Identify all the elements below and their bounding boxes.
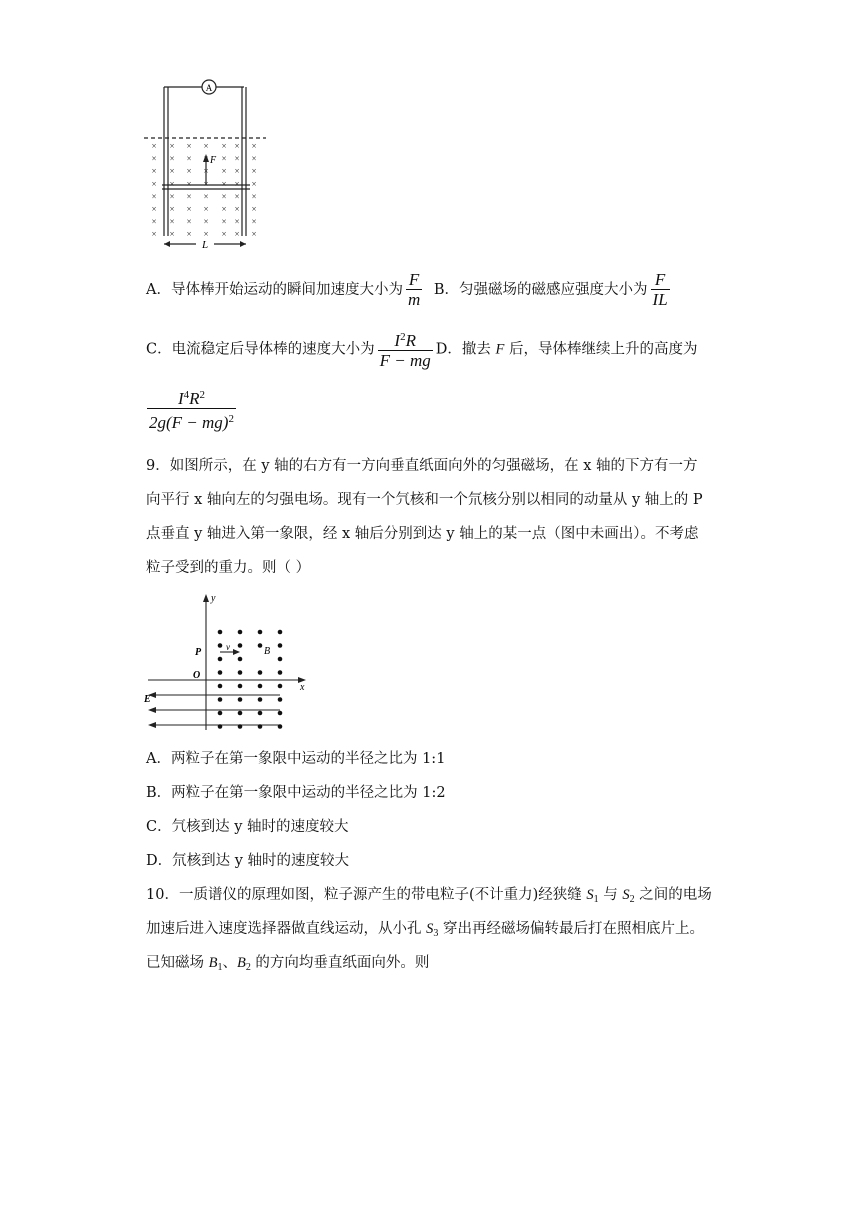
b-label: B	[264, 646, 271, 657]
q9-option-a: A．两粒子在第一象限中运动的半径之比为 1:1	[146, 751, 446, 767]
field-cross-mark: ×	[234, 178, 240, 189]
field-cross-mark: ×	[221, 166, 227, 177]
fraction-c	[378, 328, 433, 371]
q10-line-2	[146, 919, 704, 944]
field-cross-mark: ×	[151, 229, 157, 240]
q10-text: 已知磁场	[146, 955, 209, 971]
field-cross-mark: ×	[186, 204, 192, 214]
field-cross-mark: ×	[203, 216, 209, 227]
field-dot-mark	[238, 684, 243, 689]
field-cross-mark: ×	[151, 216, 157, 227]
field-b1: B	[208, 955, 218, 971]
var-r: R	[405, 331, 416, 350]
field-dot-mark	[258, 670, 263, 675]
field-cross-mark: ×	[234, 153, 240, 164]
field-cross-mark: ×	[186, 216, 192, 227]
field-cross-mark: ×	[221, 153, 227, 164]
field-cross-mark: ×	[186, 153, 192, 164]
slit-s2: S	[622, 887, 630, 903]
field-cross-mark: ×	[221, 216, 227, 227]
field-dot-mark	[218, 630, 223, 635]
rail-magnetic-field-figure	[140, 74, 280, 254]
width-label: L	[201, 239, 209, 251]
field-cross-mark: ×	[203, 166, 209, 177]
fraction-f-over-m	[406, 270, 422, 310]
q8-option-d-formula	[144, 386, 239, 433]
field-cross-mark: ×	[251, 191, 257, 202]
den-main: 2g(F − mg)	[149, 413, 229, 432]
field-cross-mark: ×	[234, 141, 240, 151]
q9-option-c: C．氕核到达 y 轴时的速度较大	[146, 819, 349, 835]
field-dot-mark	[218, 643, 223, 648]
field-dot-mark	[258, 643, 263, 648]
field-dot-mark	[258, 711, 263, 716]
q8-option-a-b	[146, 270, 673, 310]
x-axis-label: x	[300, 682, 305, 693]
q8-option-d-text2: 后，导体棒继续上升的高度为	[508, 341, 698, 358]
field-cross-mark: ×	[151, 204, 157, 214]
q8-option-c-d	[146, 328, 697, 371]
field-dot-mark	[238, 711, 243, 716]
field-cross-mark: ×	[251, 153, 257, 164]
frac-num	[378, 328, 433, 350]
field-cross-mark: ×	[186, 191, 192, 202]
field-dot-mark	[238, 643, 243, 648]
q8-option-b-label: B．	[433, 282, 460, 298]
field-cross-mark: ×	[221, 178, 227, 189]
ammeter-label: A	[205, 83, 213, 93]
field-cross-mark: ×	[221, 141, 227, 151]
q10-text: 穿出再经磁场偏转最后打在照相底片上。	[438, 921, 704, 937]
field-cross-mark: ×	[169, 216, 175, 227]
field-dot-mark	[278, 643, 283, 648]
field-dot-mark	[278, 657, 283, 662]
exponent: 2	[228, 413, 234, 425]
field-cross-mark: ×	[186, 229, 192, 240]
q9-line-1: 9．如图所示，在 y 轴的右方有一方向垂直纸面向外的匀强磁场，在 x 轴的下方有一方	[146, 458, 698, 474]
field-dot-mark	[278, 724, 283, 729]
fraction-d	[147, 386, 236, 433]
fraction-f-over-il	[651, 270, 670, 310]
var-f: F	[495, 341, 505, 358]
field-cross-mark: ×	[203, 191, 209, 202]
field-cross-mark: ×	[234, 191, 240, 202]
field-cross-mark: ×	[203, 204, 209, 214]
exponent: 2	[400, 331, 406, 343]
var-i: I	[177, 389, 184, 408]
e-label: E	[144, 694, 151, 705]
q10-line-3	[146, 953, 429, 978]
q8-option-a-label: A．	[146, 282, 171, 298]
frac-den	[147, 408, 236, 433]
field-dot-mark	[218, 724, 223, 729]
field-cross-mark: ×	[251, 178, 257, 189]
field-dot-mark	[278, 630, 283, 635]
field-cross-mark: ×	[151, 141, 157, 151]
q10-line-1	[146, 885, 712, 910]
field-cross-mark: ×	[203, 229, 209, 240]
field-cross-mark: ×	[169, 153, 175, 164]
subscript: 2	[629, 894, 635, 905]
field-cross-mark: ×	[234, 216, 240, 227]
field-dot-mark	[238, 630, 243, 635]
magnetic-field-crosses	[151, 141, 256, 239]
field-cross-mark: ×	[234, 229, 240, 240]
field-dot-mark	[278, 670, 283, 675]
field-dot-mark	[258, 630, 263, 635]
q8-option-a-text: 导体棒开始运动的瞬间加速度大小为	[170, 282, 403, 298]
subscript: 3	[433, 928, 439, 939]
field-cross-mark: ×	[251, 204, 257, 214]
field-cross-mark: ×	[169, 204, 175, 214]
field-cross-mark: ×	[169, 141, 175, 151]
var-r: R	[189, 389, 200, 408]
field-cross-mark: ×	[234, 204, 240, 214]
q8-option-d-text1: 撤去	[461, 341, 491, 358]
force-label: F	[210, 155, 217, 166]
q10-text: 与	[598, 887, 623, 903]
q9-line-3: 点垂直 y 轴进入第一象限，经 x 轴后分别到达 y 轴上的某一点（图中未画出）。不考虑	[146, 526, 699, 542]
slit-s1: S	[586, 887, 594, 903]
v-label: v	[226, 642, 230, 652]
field-cross-mark: ×	[169, 229, 175, 240]
field-cross-mark: ×	[169, 191, 175, 202]
field-dot-mark	[218, 670, 223, 675]
field-cross-mark: ×	[169, 166, 175, 177]
y-axis-label: y	[211, 593, 216, 604]
q10-text: 10．一质谱仪的原理如图，粒子源产生的带电粒子(不计重力)经狭缝	[146, 887, 587, 903]
q9-option-b: B．两粒子在第一象限中运动的半径之比为 1:2	[146, 785, 446, 801]
q8-option-c-label: C．	[146, 341, 172, 358]
field-cross-mark: ×	[151, 153, 157, 164]
frac-den: IL	[652, 290, 668, 309]
field-cross-mark: ×	[186, 178, 192, 189]
q9-line-4: 粒子受到的重力。则（ ）	[146, 560, 311, 576]
field-dot-mark	[278, 697, 283, 702]
q9-line-2: 向平行 x 轴向左的匀强电场。现有一个氕核和一个氘核分别以相同的动量从 y 轴上的 P	[146, 492, 703, 508]
field-cross-mark: ×	[251, 141, 257, 151]
field-cross-mark: ×	[221, 229, 227, 240]
frac-den: m	[407, 290, 421, 309]
field-dot-mark	[218, 684, 223, 689]
field-cross-mark: ×	[221, 191, 227, 202]
field-dot-mark	[238, 697, 243, 702]
q8-option-d-label: D．	[435, 341, 462, 358]
field-cross-mark: ×	[251, 166, 257, 177]
field-cross-mark: ×	[251, 216, 257, 227]
exponent: 4	[183, 389, 190, 401]
field-cross-mark: ×	[203, 141, 209, 151]
field-dot-mark	[258, 697, 263, 702]
field-cross-mark: ×	[221, 204, 227, 214]
q10-text: 之间的电场	[634, 887, 712, 903]
field-b2: B	[236, 955, 246, 971]
field-cross-mark: ×	[169, 178, 175, 189]
q9-option-d: D．氘核到达 y 轴时的速度较大	[146, 853, 350, 869]
field-cross-mark: ×	[151, 166, 157, 177]
field-dot-mark	[258, 724, 263, 729]
field-dot-mark	[238, 657, 243, 662]
field-dot-mark	[278, 684, 283, 689]
q8-option-c-text: 电流稳定后导体棒的速度大小为	[171, 341, 375, 358]
field-dot-mark	[238, 724, 243, 729]
subscript: 1	[217, 962, 223, 973]
field-cross-mark: ×	[151, 191, 157, 202]
field-cross-mark: ×	[203, 153, 209, 164]
frac-num: F	[408, 270, 420, 289]
field-cross-mark: ×	[186, 141, 192, 151]
q8-option-b-text: 匀强磁场的磁感应强度大小为	[459, 282, 648, 298]
field-dot-mark	[218, 711, 223, 716]
field-dot-mark	[218, 657, 223, 662]
field-cross-mark: ×	[186, 166, 192, 177]
origin-label: O	[193, 670, 201, 681]
q10-text: 加速后进入速度选择器做直线运动，从小孔	[146, 921, 427, 937]
q10-text: 、	[222, 955, 237, 971]
coordinate-field-figure	[140, 590, 320, 740]
p-label: P	[195, 647, 202, 658]
q10-text: 的方向均垂直纸面向外。则	[250, 955, 430, 971]
exponent: 2	[199, 389, 206, 401]
hole-s3: S	[426, 921, 434, 937]
field-dot-mark	[218, 697, 223, 702]
field-cross-mark: ×	[234, 166, 240, 177]
subscript: 2	[245, 962, 251, 973]
field-dot-mark	[258, 684, 263, 689]
frac-num	[147, 386, 236, 408]
frac-den: F − mg	[379, 351, 431, 370]
field-dot-mark	[238, 670, 243, 675]
field-cross-mark: ×	[151, 178, 157, 189]
field-cross-mark: ×	[251, 229, 257, 240]
field-dot-mark	[278, 711, 283, 716]
field-cross-mark: ×	[203, 178, 209, 189]
var-i: I	[394, 331, 401, 350]
frac-num: F	[654, 270, 666, 289]
subscript: 1	[593, 894, 599, 905]
